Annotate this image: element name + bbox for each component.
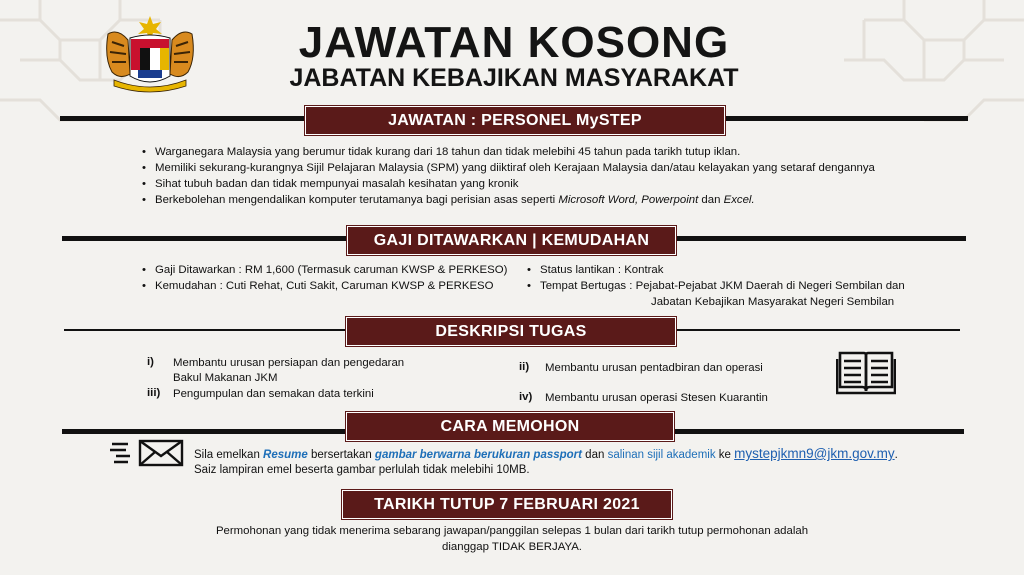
apply-band: CARA MEMOHON [346,412,674,441]
attachment-note: Saiz lampiran emel beserta gambar perlulah tidak melebihi 10MB. [194,464,530,476]
open-book-icon [836,347,896,397]
list-item: • Warganegara Malaysia yang berumur tidak kurang dari 18 tahun dan tidak melebihi 45 tahun pada tarikh tutup iklan. [142,144,875,160]
requirements-list [142,144,875,208]
list-item: • Tempat Bertugas : Pejabat-Pejabat JKM Daerah di Negeri Sembilan dan [527,278,905,294]
list-item: • Gaji Ditawarkan : RM 1,600 (Termasuk caruman KWSP & PERKESO) [142,262,507,278]
status-list [527,262,905,310]
email-link[interactable]: mystepjkmn9@jkm.gov.my [734,446,895,461]
list-item: • Status lantikan : Kontrak [527,262,905,278]
fast-mail-icon [110,438,186,468]
closing-date-band: TARIKH TUTUP 7 FEBRUARI 2021 [342,490,672,519]
job-vacancy-poster: JAWATAN KOSONG JABATAN KEBAJIKAN MASYARAKAT JAWATAN : PERSONEL MySTEP • Warganegara Malaysia yang berumur tidak kurang dari 18 tahun dan tidak melebihi 45 tahun pada tarikh tutup iklan. • Memiliki sekurang-kurangnya Sijil Pelajaran Malaysia (SPM) yang diiktiraf oleh Kerajaan Malaysia dan/atau kelayakan yang setaraf dengannya • Sihat tubuh badan dan tidak mempunyai masalah kesihatan yang kronik • Berkebolehan mengendalikan komputer terutamanya bagi perisian asas seperti Microsoft Word, Powerpoint dan Excel. GAJI DITAWARKAN | KEMUDAHAN • Gaji Ditawarkan : RM 1,600 (Termasuk caruman KWSP & PERKESO) • Kemudahan : Cuti Rehat, Cuti Sakit, Caruman KWSP & PERKESO • Status lantikan : Kontrak • Tempat Bertugas : Pejabat-Pejabat JKM Daerah di Negeri Sembilan dan Jabatan Kebajikan Masyarakat Negeri Sembilan DESKRIPSI TUGAS i) Membantu urusan persiapan dan pengedaran Bakul Makanan JKM iii) Pengumpulan dan semakan data terkini ii) Membantu urusan pentadbiran dan operasi iv) Membantu urusan operasi Stesen Kuarantin CARA MEMOHON Sila emelkan Resume bersertakan gambar berwarna berukuran passport dan salinan sijil akademik ke mystepjkmn9@jkm.gov.my. Saiz lampiran emel beserta gambar perlulah tidak melebihi 10MB. TARIKH TUTUP 7 FEBRUARI 2021 Permohonan yang tidak menerima sebarang jawapan/panggilan selepas 1 bulan dari tarikh tutup permohonan adalah dianggap TIDAK BERJAYA. [0,0,1024,575]
list-item: • Kemudahan : Cuti Rehat, Cuti Sakit, Caruman KWSP & PERKESO [142,278,507,294]
list-item: • Berkebolehan mengendalikan komputer terutamanya bagi perisian asas seperti Microsoft Word, Powerpoint dan Excel. [142,192,875,208]
salary-list [142,262,507,294]
list-item: Jabatan Kebajikan Masyarakat Negeri Sembilan [651,296,895,308]
list-item: • Sihat tubuh badan dan tidak mempunyai masalah kesihatan yang kronik [142,176,875,192]
list-item: • Memiliki sekurang-kurangnya Sijil Pelajaran Malaysia (SPM) yang diiktiraf oleh Kerajaan Malaysia dan/atau kelayakan yang setaraf dengannya [142,160,875,176]
apply-instructions: Sila emelkan Resume bersertakan gambar berwarna berukuran passport dan salinan sijil akademik ke mystepjkmn9@jkm.gov.my. [194,446,898,461]
salary-band: GAJI DITAWARKAN | KEMUDAHAN [347,226,676,255]
position-band: JAWATAN : PERSONEL MySTEP [305,106,725,135]
footer-note: Permohonan yang tidak menerima sebarang jawapan/panggilan selepas 1 bulan dari tarikh tutup permohonan adalah dianggap TIDAK BERJAYA. [215,525,809,553]
duties-band: DESKRIPSI TUGAS [346,317,676,346]
page-subtitle: JABATAN KEBAJIKAN MASYARAKAT [289,64,739,92]
page-title: JAWATAN KOSONG [298,18,730,67]
